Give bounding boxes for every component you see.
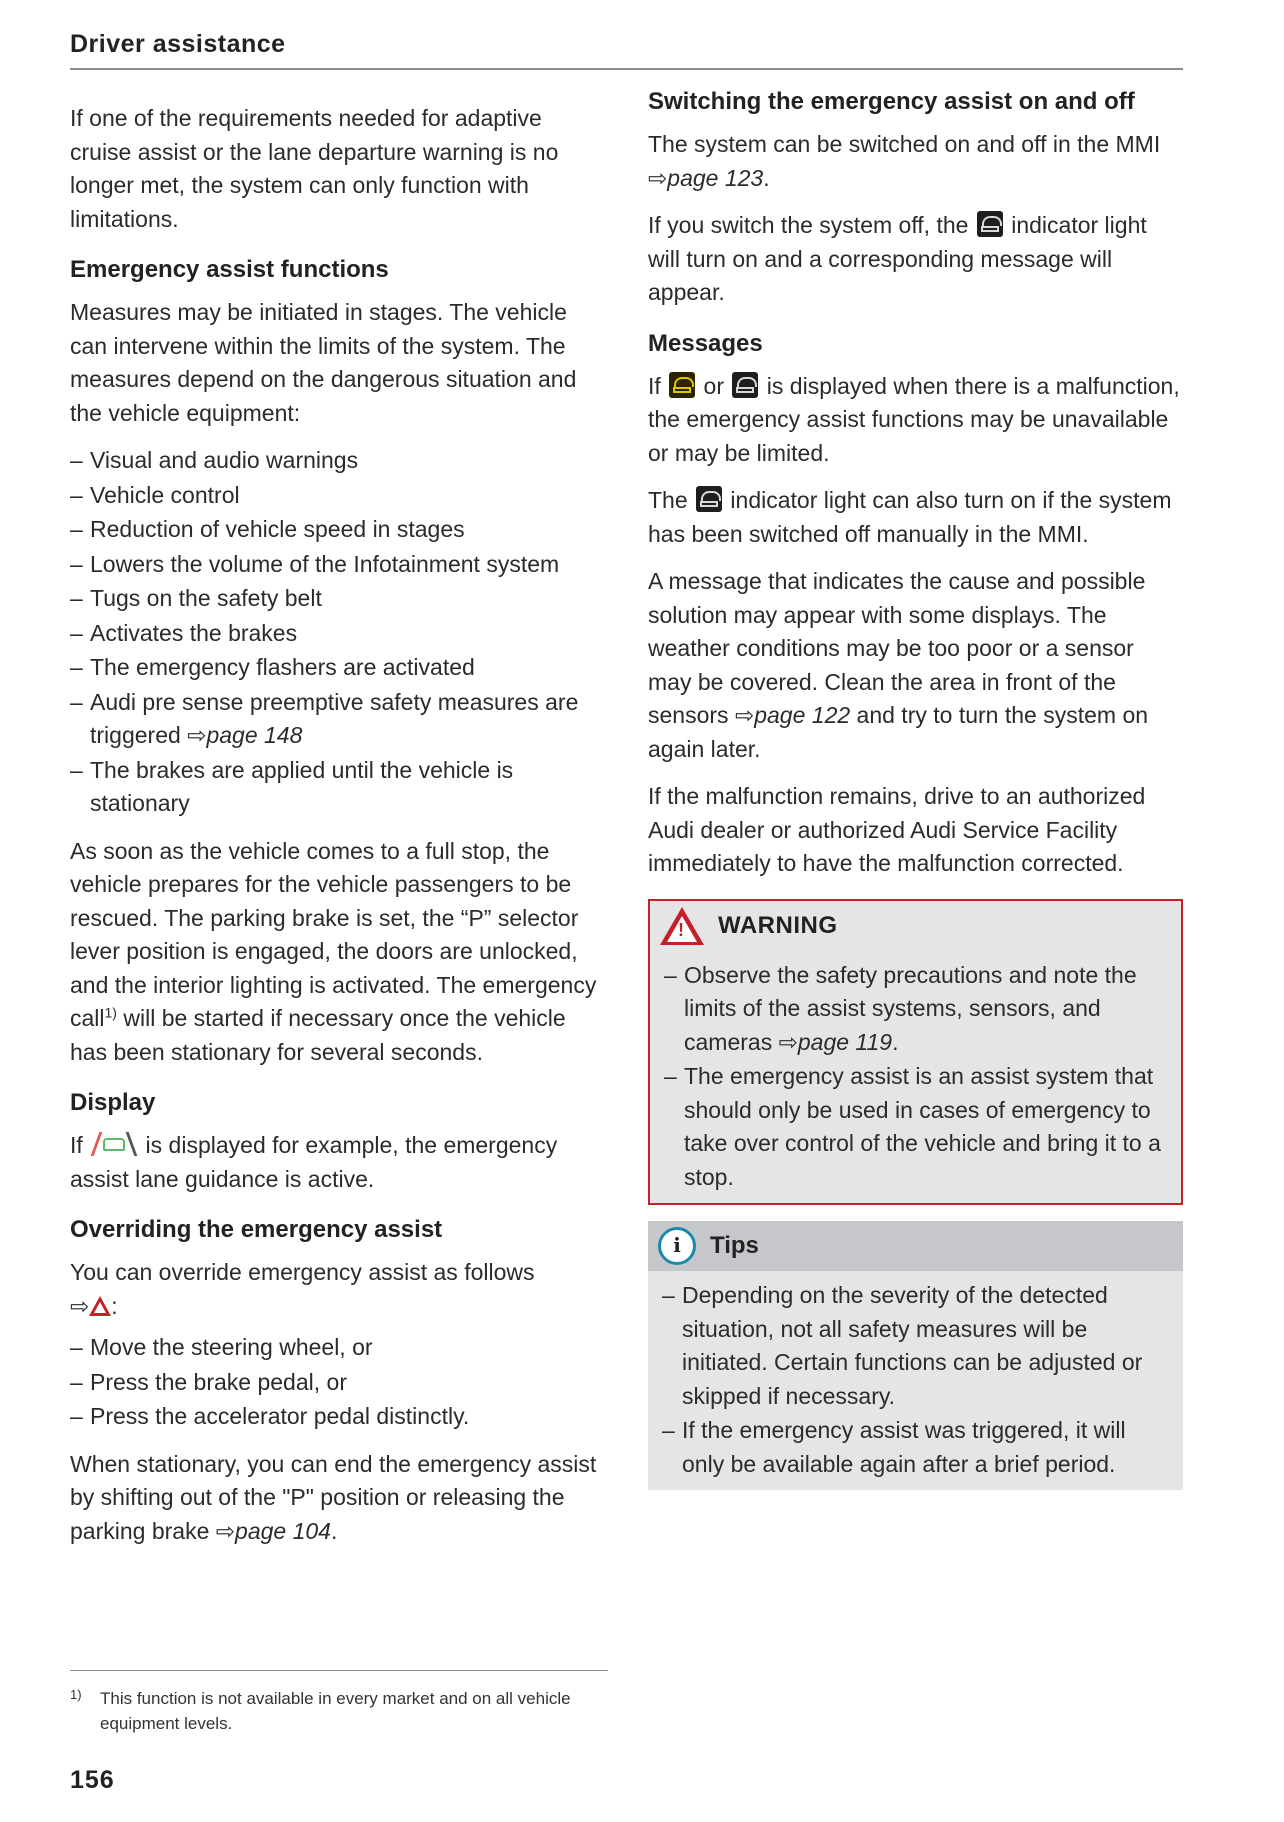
warning-body bbox=[650, 951, 1181, 1204]
footnote-divider bbox=[70, 1670, 608, 1671]
right-column bbox=[648, 86, 1183, 1490]
list-item: – Vehicle control bbox=[70, 479, 608, 513]
warning-triangle-icon[interactable] bbox=[89, 1296, 111, 1316]
emergency-assist-indicator-icon bbox=[977, 211, 1003, 237]
list-item: – The emergency flashers are activated bbox=[70, 651, 608, 685]
section-header: Driver assistance bbox=[70, 30, 286, 58]
warning-header bbox=[650, 901, 1181, 951]
display-heading: Display bbox=[70, 1089, 156, 1116]
list-item: – If the emergency assist was triggered, it will only be available again after a brief period. bbox=[662, 1414, 1165, 1481]
page-ref-link[interactable]: page 123 bbox=[667, 164, 764, 191]
arrow-icon: ⇨ bbox=[187, 722, 207, 748]
indicator-paragraph: The indicator light can also turn on if the system has been switched off manually in the MMI. bbox=[648, 487, 1172, 547]
list-item: – Lowers the volume of the Infotainment system bbox=[70, 548, 608, 582]
override-list bbox=[70, 1331, 608, 1434]
footnote bbox=[70, 1686, 610, 1736]
tips-header bbox=[648, 1221, 1183, 1271]
emergency-functions-heading: Emergency assist functions bbox=[70, 256, 389, 283]
functions-list bbox=[70, 444, 608, 821]
override-paragraph: You can override emergency assist as follows ⇨ : bbox=[70, 1259, 535, 1319]
arrow-icon: ⇨ bbox=[215, 1517, 236, 1544]
list-item: – Tugs on the safety belt bbox=[70, 582, 608, 616]
lane-guidance-icon bbox=[91, 1132, 137, 1156]
footnote-text: This function is not available in every market and on all vehicle equipment levels. bbox=[100, 1689, 571, 1733]
switch-paragraph: The system can be switched on and off in the MMI ⇨page 123. bbox=[648, 131, 1161, 191]
list-item: – Press the accelerator pedal distinctly. bbox=[70, 1400, 608, 1434]
emergency-assist-indicator-icon bbox=[696, 486, 722, 512]
functions-paragraph: Measures may be initiated in stages. The vehicle can intervene within the limits of the system. The measures depend on the dangerous situation and the vehicle equipment: bbox=[70, 299, 577, 426]
page-ref-link[interactable]: page 119 bbox=[797, 1028, 893, 1055]
page-number: 156 bbox=[70, 1766, 115, 1794]
stationary-paragraph: When stationary, you can end the emergency assist by shifting out of the "P" position or releasing the parking brake ⇨page 104. bbox=[70, 1450, 597, 1544]
info-icon: i bbox=[658, 1227, 696, 1265]
list-item: – Observe the safety precautions and note the limits of the assist systems, sensors, and cameras ⇨page 119. bbox=[664, 959, 1163, 1060]
messages-heading: Messages bbox=[648, 329, 763, 357]
footnote-mark: 1) bbox=[70, 1687, 82, 1702]
cause-paragraph: A message that indicates the cause and possible solution may appear with some displays. The weather conditions may be too poor or a sensor may be covered. Clean the area in front of the sensors ⇨page 122 and try to turn the system on again later. bbox=[648, 568, 1149, 762]
list-item: – The emergency assist is an assist system that should only be used in cases of emergency to take over control of the vehicle and bring it to a stop. bbox=[664, 1060, 1163, 1194]
list-item: – Reduction of vehicle speed in stages bbox=[70, 513, 608, 547]
full-stop-paragraph: As soon as the vehicle comes to a full stop, the vehicle prepares for the vehicle passengers to be rescued. The parking brake is set, the “P” selector lever position is engaged, the doors are unlocked, and the interior lighting is activated. The emergency call$^{1)}$ will be started if necessary once the vehicle has been stationary for several seconds. bbox=[70, 837, 597, 1065]
tips-body bbox=[648, 1271, 1183, 1490]
override-heading: Overriding the emergency assist bbox=[70, 1216, 443, 1243]
warning-triangle-icon bbox=[660, 907, 704, 945]
list-item: – Visual and audio warnings bbox=[70, 444, 608, 478]
tips-title: Tips bbox=[710, 1232, 759, 1260]
malfunction-paragraph: If the malfunction remains, drive to an authorized Audi dealer or authorized Audi Service Facility immediately to have the malfunction corrected. bbox=[648, 783, 1146, 876]
intro-paragraph: If one of the requirements needed for adaptive cruise assist or the lane departure warning is no longer met, the system can only function with limitations. bbox=[70, 105, 559, 232]
left-column bbox=[70, 102, 608, 1562]
page-ref-link[interactable]: page 104 bbox=[235, 1517, 331, 1544]
emergency-assist-yellow-icon bbox=[669, 372, 695, 398]
arrow-icon: ⇨ bbox=[70, 1292, 90, 1319]
display-paragraph: If is displayed for example, the emergency assist lane guidance is active. bbox=[70, 1132, 558, 1192]
footnote-ref[interactable]: 1) bbox=[104, 1004, 117, 1021]
page-ref-link[interactable]: page 122 bbox=[754, 702, 851, 728]
emergency-assist-indicator-icon bbox=[732, 372, 758, 398]
list-item: – Depending on the severity of the detected situation, not all safety measures will be initiated. Certain functions can be adjusted or skipped if necessary. bbox=[662, 1279, 1165, 1413]
list-item: – Audi pre sense preemptive safety measures are triggered ⇨page 148 bbox=[70, 686, 608, 753]
header-divider bbox=[70, 68, 1183, 70]
list-item: – Press the brake pedal, or bbox=[70, 1366, 608, 1400]
arrow-icon: ⇨ bbox=[648, 164, 668, 191]
warning-box bbox=[648, 899, 1183, 1206]
list-item: – Move the steering wheel, or bbox=[70, 1331, 608, 1365]
list-item: – Activates the brakes bbox=[70, 617, 608, 651]
warning-title: WARNING bbox=[718, 911, 838, 939]
list-item: – The brakes are applied until the vehicle is stationary bbox=[70, 754, 608, 821]
arrow-icon: ⇨ bbox=[734, 702, 755, 728]
tips-box bbox=[648, 1221, 1183, 1490]
arrow-icon: ⇨ bbox=[778, 1028, 798, 1055]
switch-heading: Switching the emergency assist on and off bbox=[648, 88, 1135, 115]
page-ref-link[interactable]: page 148 bbox=[206, 722, 303, 748]
messages-paragraph: If or is displayed when there is a malfunction, the emergency assist functions may be unavailable or may be limited. bbox=[648, 372, 1180, 466]
switch-off-paragraph: If you switch the system off, the indicator light will turn on and a corresponding message will appear. bbox=[648, 212, 1147, 305]
